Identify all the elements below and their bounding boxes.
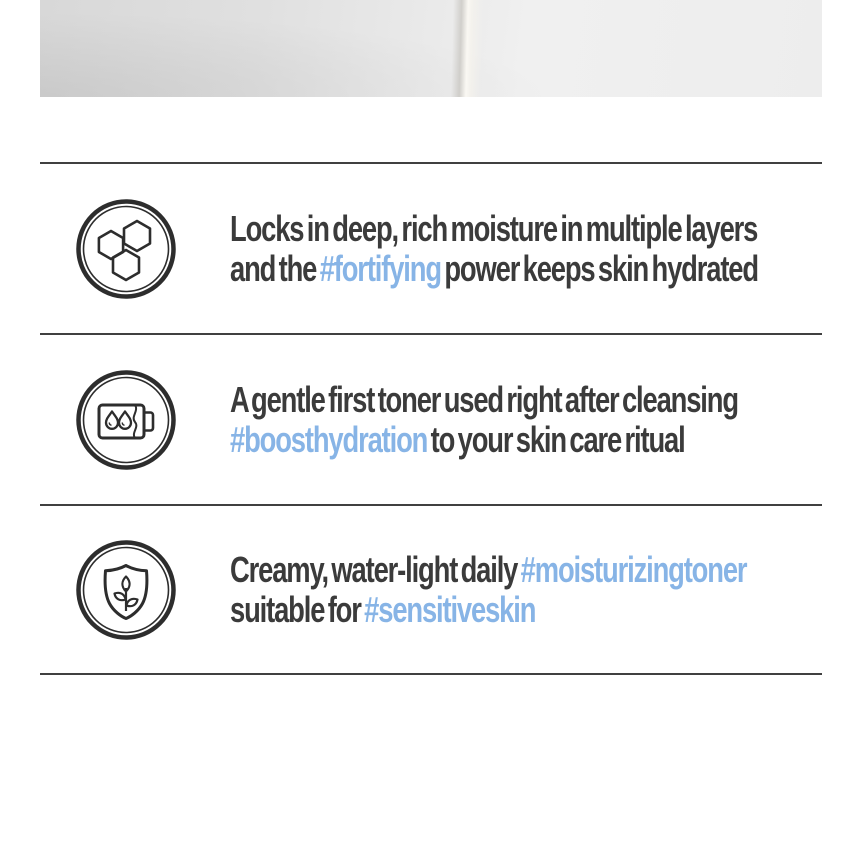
feature-row-sensitive-skin bbox=[40, 504, 822, 675]
feature-text bbox=[230, 380, 738, 460]
text-segment: Locks in deep, rich moisture in multiple layers bbox=[230, 207, 758, 249]
feature-text-line bbox=[230, 550, 746, 590]
feature-row-first-toner bbox=[40, 333, 822, 504]
text-segment: Creamy, water-light daily bbox=[230, 548, 521, 590]
feature-list bbox=[40, 162, 822, 675]
feature-text bbox=[230, 550, 746, 630]
text-segment: A gentle first toner used right after cleansing bbox=[230, 378, 738, 420]
hashtag: #moisturizingtoner bbox=[520, 548, 747, 590]
hexagons-icon bbox=[74, 197, 178, 301]
pour-stream bbox=[451, 0, 484, 97]
feature-text-line bbox=[230, 249, 758, 289]
text-segment: to your skin care ritual bbox=[427, 418, 685, 460]
text-segment: and the bbox=[230, 247, 320, 289]
feature-text bbox=[230, 209, 758, 289]
feature-text-line bbox=[230, 420, 738, 460]
shield-leaf-icon bbox=[74, 538, 178, 642]
hashtag: #fortifying bbox=[319, 247, 441, 289]
feature-row-moisture bbox=[40, 162, 822, 333]
hydration-battery-icon bbox=[74, 368, 178, 472]
text-segment: suitable for bbox=[230, 588, 365, 630]
product-photo bbox=[40, 0, 822, 97]
feature-text-line bbox=[230, 590, 746, 630]
feature-text-line bbox=[230, 209, 758, 249]
hashtag: #boosthydration bbox=[230, 418, 428, 460]
hashtag: #sensitiveskin bbox=[364, 588, 536, 630]
text-segment: power keeps skin hydrated bbox=[440, 247, 758, 289]
feature-text-line bbox=[230, 380, 738, 420]
